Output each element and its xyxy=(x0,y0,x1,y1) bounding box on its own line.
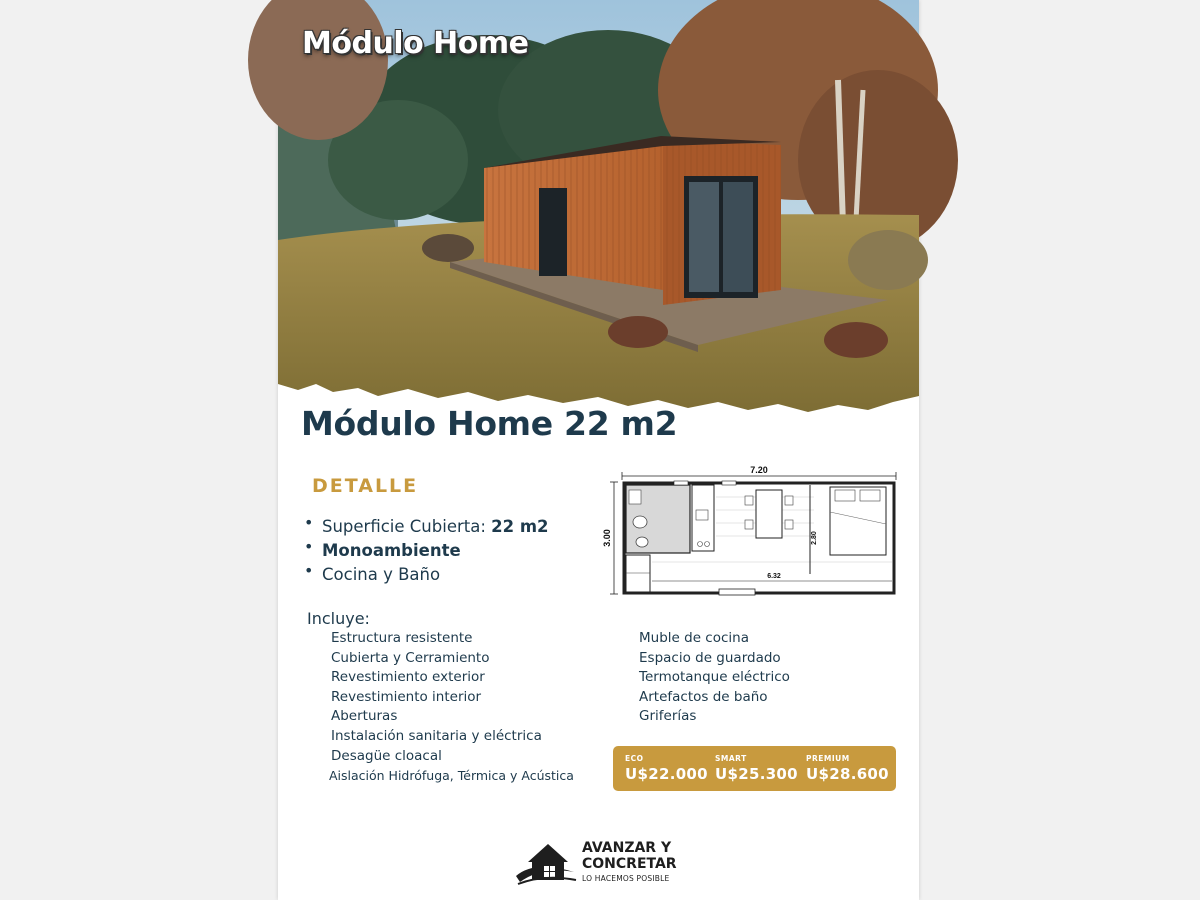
plan-height-label: 3.00 xyxy=(602,529,612,547)
includes-item: Revestimiento interior xyxy=(331,688,482,705)
tier-name: ECO xyxy=(625,754,644,763)
includes-item: Desagüe cloacal xyxy=(331,747,442,764)
spec-value: Monoambiente xyxy=(322,541,461,560)
hero-title: Módulo Home xyxy=(302,26,529,61)
price-box xyxy=(613,746,896,791)
spec-item-rooms xyxy=(304,563,549,587)
spec-item-type xyxy=(304,539,549,563)
brochure-page xyxy=(278,0,919,900)
tier-name: SMART xyxy=(715,754,747,763)
includes-item: Cubierta y Cerramiento xyxy=(331,649,490,666)
includes-item: Instalación sanitaria y eléctrica xyxy=(331,727,542,744)
includes-list-right xyxy=(639,629,790,727)
plan-width-label: 7.20 xyxy=(750,465,768,475)
includes-item: Muble de cocina xyxy=(639,630,749,646)
tier-name: PREMIUM xyxy=(806,754,850,763)
includes-item: Aislación Hidrófuga, Térmica y Acústica xyxy=(329,768,574,784)
includes-item: Griferías xyxy=(639,708,697,725)
includes-item: Aberturas xyxy=(331,708,398,725)
spec-label: Superficie Cubierta: xyxy=(322,517,492,536)
house-logo-icon xyxy=(514,838,580,888)
price-tier-eco xyxy=(625,754,708,783)
spec-value: 22 m2 xyxy=(491,517,549,536)
page-title: Módulo Home 22 m2 xyxy=(301,404,678,443)
includes-item: Artefactos de baño xyxy=(639,688,768,705)
includes-heading: Incluye: xyxy=(307,609,370,628)
spec-item-surface xyxy=(304,515,549,539)
includes-item: Espacio de guardado xyxy=(639,649,781,666)
plan-inner-width-label: 6.32 xyxy=(767,573,781,580)
includes-item: Revestimiento exterior xyxy=(331,669,485,686)
floor-plan xyxy=(604,462,904,602)
tier-price: U$28.600 xyxy=(806,765,889,783)
includes-item: Termotanque eléctrico xyxy=(639,669,790,686)
spec-list xyxy=(304,515,549,587)
includes-item: Estructura resistente xyxy=(331,630,473,646)
detail-heading: DETALLE xyxy=(312,475,419,497)
brand-tagline: LO HACEMOS POSIBLE xyxy=(582,874,670,883)
includes-list-left xyxy=(331,629,574,786)
tier-price: U$22.000 xyxy=(625,765,708,783)
price-tier-premium xyxy=(806,754,889,783)
house-photo xyxy=(278,0,919,430)
tier-price: U$25.300 xyxy=(715,765,798,783)
brand-name xyxy=(582,840,677,872)
brand-name-line2: CONCRETAR xyxy=(582,856,677,872)
brand-name-line1: AVANZAR Y xyxy=(582,840,672,856)
brand-logo xyxy=(514,838,694,890)
plan-inner-height-label: 2.80 xyxy=(811,531,818,545)
spec-label: Cocina y Baño xyxy=(322,565,441,584)
price-tier-smart xyxy=(715,754,798,783)
